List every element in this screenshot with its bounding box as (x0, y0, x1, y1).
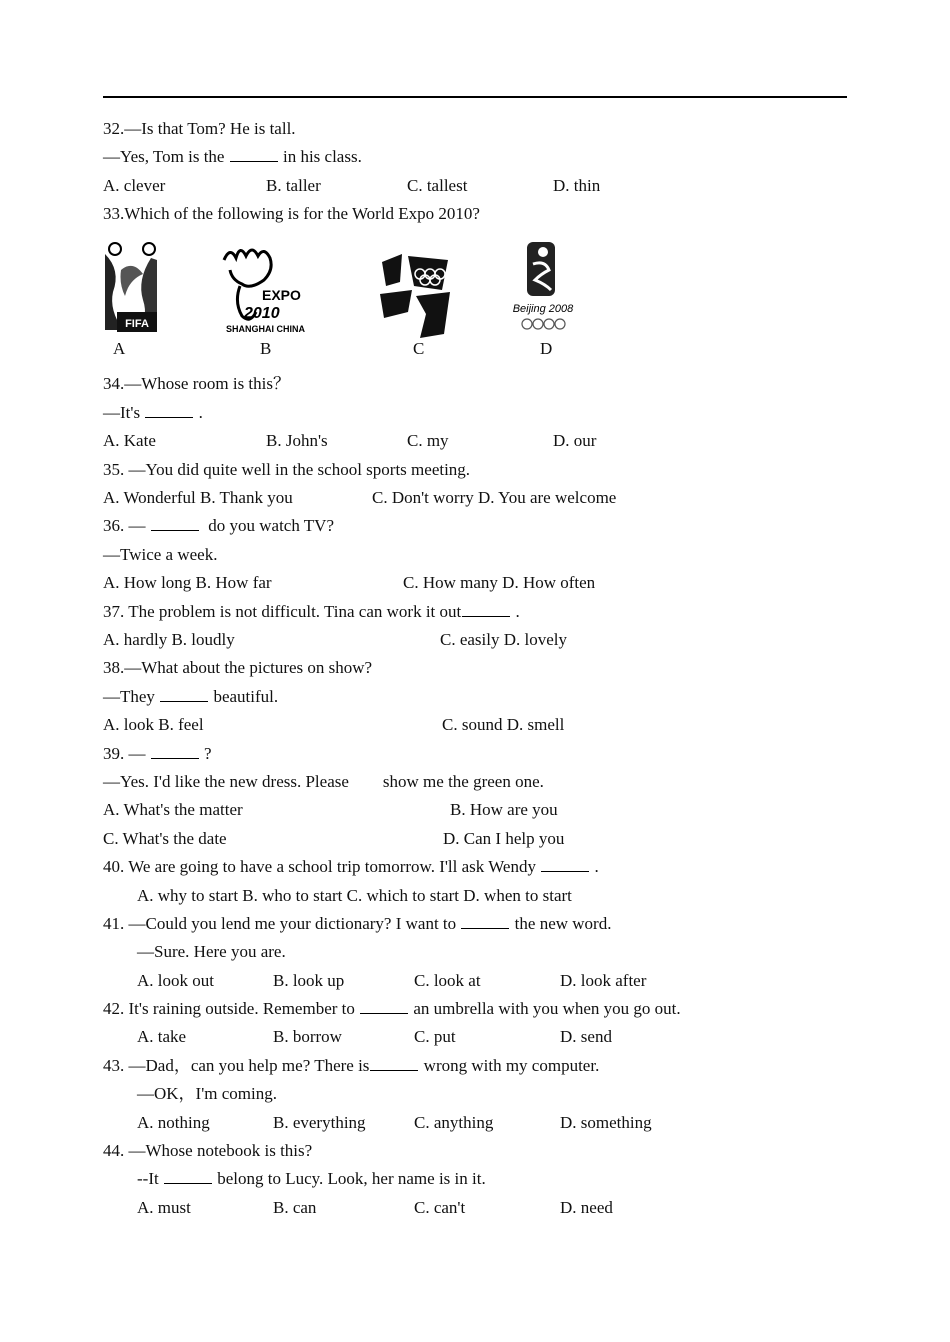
logo-a-text: FIFA (125, 318, 149, 330)
q41-line2: —Sure. Here you are. (137, 942, 286, 961)
q34-line2: —It's . (103, 403, 203, 422)
q32-option-d[interactable]: D. thin (553, 176, 601, 195)
answer-blank[interactable] (151, 743, 199, 759)
q44-option-d[interactable]: D. need (560, 1198, 613, 1217)
q40-options[interactable]: A. why to start B. who to start C. which to start D. when to start (137, 886, 572, 905)
q36-options-ab[interactable]: A. How long B. How far (103, 573, 272, 592)
answer-blank[interactable] (164, 1168, 212, 1184)
q41-option-a[interactable]: A. look out (137, 971, 214, 990)
q43-option-d[interactable]: D. something (560, 1113, 652, 1132)
q37-options-cd[interactable]: C. easily D. lovely (440, 630, 568, 649)
q41-option-d[interactable]: D. look after (560, 971, 647, 990)
q43-option-b[interactable]: B. everything (273, 1113, 366, 1132)
q39-option-a[interactable]: A. What's the matter (103, 800, 243, 819)
logo-a-image[interactable] (103, 240, 159, 341)
q37-prompt: 37. The problem is not difficult. Tina can work it out . (103, 602, 520, 621)
q41-option-b[interactable]: B. look up (273, 971, 345, 990)
q39-option-d[interactable]: D. Can I help you (443, 829, 565, 848)
answer-blank[interactable] (461, 913, 509, 929)
q43-line2: —OK，I'm coming. (137, 1084, 277, 1103)
q37-options-ab[interactable]: A. hardly B. loudly (103, 630, 235, 649)
q34-option-a[interactable]: A. Kate (103, 431, 156, 450)
logo-c-image[interactable] (378, 252, 454, 345)
q35-options-ab[interactable]: A. Wonderful B. Thank you (103, 488, 293, 507)
q42-option-a[interactable]: A. take (137, 1027, 187, 1046)
q32-option-a[interactable]: A. clever (103, 176, 166, 195)
answer-blank[interactable] (541, 856, 589, 872)
q35-options-cd[interactable]: C. Don't worry D. You are welcome (372, 488, 617, 507)
q36-options-cd[interactable]: C. How many D. How often (403, 573, 596, 592)
q42-prompt: 42. It's raining outside. Remember to an umbrella with you when you go out. (103, 999, 681, 1018)
q44-option-c[interactable]: C. can't (414, 1198, 466, 1217)
q32-prompt: 32.—Is that Tom? He is tall. (103, 119, 296, 138)
q43-option-a[interactable]: A. nothing (137, 1113, 210, 1132)
q36-line2: —Twice a week. (103, 545, 218, 564)
logo-b-image[interactable] (220, 240, 310, 341)
answer-blank[interactable] (151, 515, 199, 531)
q35-prompt: 35. —You did quite well in the school sports meeting. (103, 460, 471, 479)
q41-option-c[interactable]: C. look at (414, 971, 481, 990)
q34-prompt: 34.—Whose room is this？ (103, 374, 290, 393)
q32-option-c[interactable]: C. tallest (407, 176, 468, 195)
q42-option-d[interactable]: D. send (560, 1027, 612, 1046)
q42-option-c[interactable]: C. put (414, 1027, 456, 1046)
answer-blank[interactable] (230, 146, 278, 162)
q32-option-b[interactable]: B. taller (266, 176, 321, 195)
q34-option-d[interactable]: D. our (553, 431, 597, 450)
q39-option-c[interactable]: C. What's the date (103, 829, 227, 848)
q33-option-b[interactable]: B (260, 339, 272, 358)
q32-line2: —Yes, Tom is the in his class. (103, 147, 362, 166)
q39-prompt: 39. — ? (103, 744, 212, 763)
q38-options-cd[interactable]: C. sound D. smell (442, 715, 565, 734)
q38-prompt: 38.—What about the pictures on show? (103, 658, 373, 677)
q38-options-ab[interactable]: A. look B. feel (103, 715, 204, 734)
logo-b-line2: 2010 (244, 305, 280, 322)
q36-prompt: 36. — do you watch TV? (103, 516, 334, 535)
answer-blank[interactable] (145, 402, 193, 418)
answer-blank[interactable] (462, 601, 510, 617)
q43-prompt: 43. —Dad，can you help me? There is wrong with my computer. (103, 1056, 600, 1075)
q44-option-b[interactable]: B. can (273, 1198, 317, 1217)
q39-line2: —Yes. I'd like the new dress. Please show me the green one. (103, 772, 544, 791)
logo-d-image[interactable] (505, 240, 581, 341)
q44-option-a[interactable]: A. must (137, 1198, 191, 1217)
answer-blank[interactable] (360, 998, 408, 1014)
q40-prompt: 40. We are going to have a school trip tomorrow. I'll ask Wendy . (103, 857, 599, 876)
logo-d-text: Beijing 2008 (512, 303, 574, 315)
logo-b-line1: EXPO (262, 287, 301, 303)
answer-blank[interactable] (370, 1055, 418, 1071)
q44-prompt: 44. —Whose notebook is this? (103, 1141, 313, 1160)
header-rule (103, 96, 847, 98)
q43-option-c[interactable]: C. anything (414, 1113, 494, 1132)
q34-option-b[interactable]: B. John's (266, 431, 328, 450)
q38-line2: —They beautiful. (103, 687, 279, 706)
q34-option-c[interactable]: C. my (407, 431, 449, 450)
q33-prompt: 33.Which of the following is for the World Expo 2010? (103, 204, 480, 223)
q39-option-b[interactable]: B. How are you (450, 800, 558, 819)
q41-prompt: 41. —Could you lend me your dictionary? I want to the new word. (103, 914, 612, 933)
q33-option-a[interactable]: A (113, 339, 126, 358)
logo-b-line3: SHANGHAI CHINA (226, 324, 306, 334)
q33-option-d[interactable]: D (540, 339, 553, 358)
answer-blank[interactable] (160, 686, 208, 702)
q42-option-b[interactable]: B. borrow (273, 1027, 342, 1046)
q33-option-c[interactable]: C (413, 339, 425, 358)
q44-line2: --It belong to Lucy. Look, her name is in it. (137, 1169, 486, 1188)
